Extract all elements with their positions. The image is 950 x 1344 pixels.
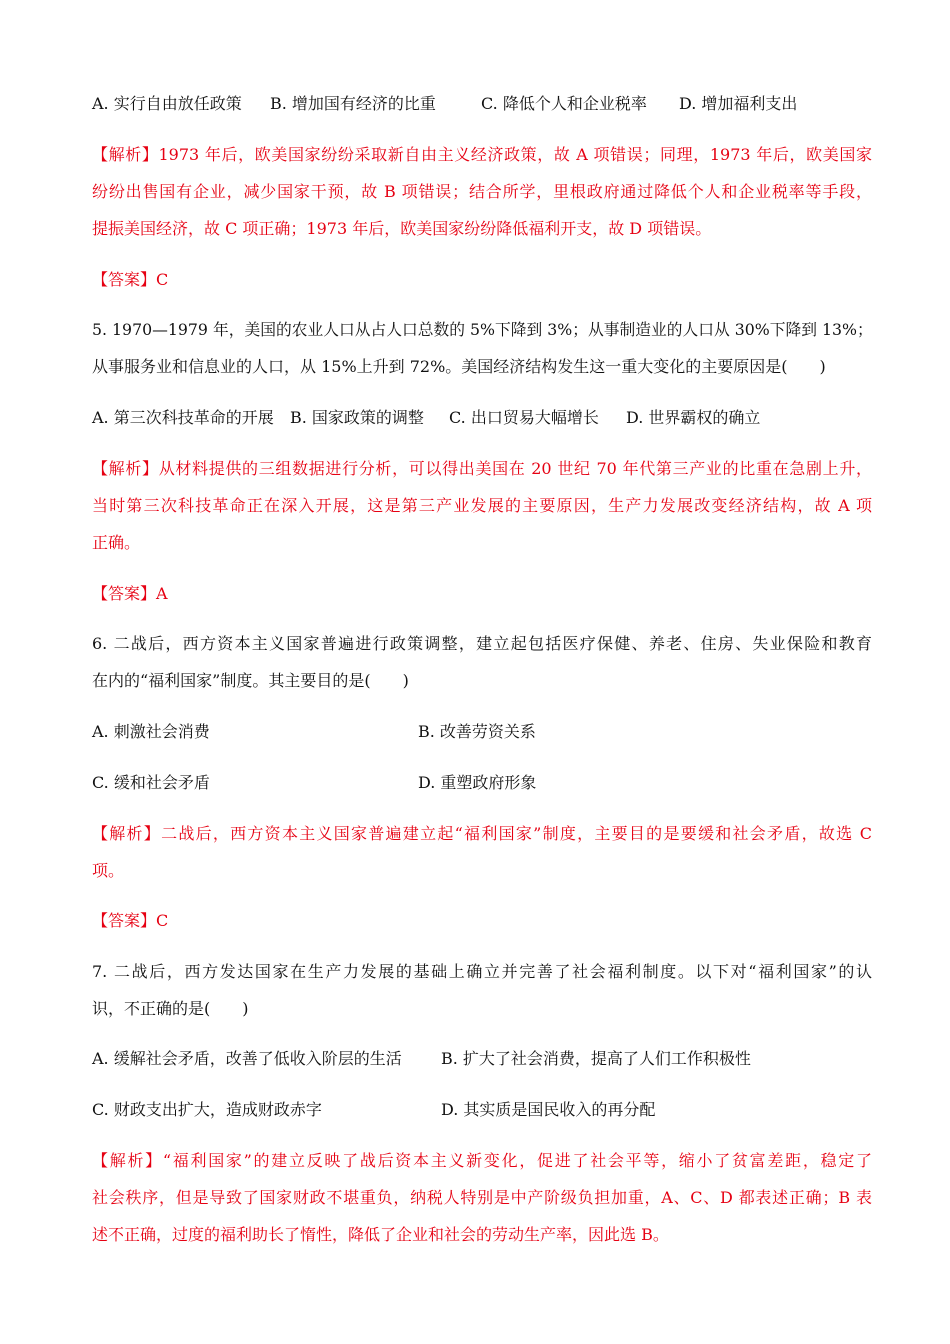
- q6-analysis-line-1: 【解析】二战后，西方资本主义国家普遍建立起“福利国家”制度，主要目的是要缓和社会矛盾，故选 C: [92, 824, 872, 843]
- q5-option-c: C. 出口贸易大幅增长: [449, 408, 599, 427]
- q4-analysis-line-1: 【解析】1973 年后，欧美国家纷纷采取新自由主义经济政策，故 A 项错误；同理，1973 年后，欧美国家: [92, 145, 872, 164]
- q4-option-a: A. 实行自由放任政策: [92, 94, 242, 113]
- q7-option-c: C. 财政支出扩大，造成财政赤字: [92, 1100, 322, 1119]
- q6-option-c: C. 缓和社会矛盾: [92, 773, 210, 792]
- q5-option-b: B. 国家政策的调整: [290, 408, 424, 427]
- q6-option-d: D. 重塑政府形象: [418, 773, 537, 792]
- q6-analysis-line-2: 项。: [92, 861, 125, 880]
- q4-option-c: C. 降低个人和企业税率: [481, 94, 647, 113]
- q5-analysis-line-1: 【解析】从材料提供的三组数据进行分析，可以得出美国在 20 世纪 70 年代第三产业的比重在急剧上升，: [92, 459, 872, 478]
- q4-analysis-line-2: 纷纷出售国有企业，减少国家干预，故 B 项错误；结合所学，里根政府通过降低个人和企业税率等手段，: [92, 182, 872, 201]
- q5-question-line-2: 从事服务业和信息业的人口，从 15%上升到 72%。美国经济结构发生这一重大变化的主要原因是( ): [92, 357, 826, 376]
- q7-question-line-2: 识，不正确的是( ): [92, 999, 249, 1018]
- q6-question-line-1: 6. 二战后，西方资本主义国家普遍进行政策调整，建立起包括医疗保健、养老、住房、失业保险和教育: [92, 634, 872, 653]
- q7-option-b: B. 扩大了社会消费，提高了人们工作积极性: [441, 1049, 751, 1068]
- q5-option-a: A. 第三次科技革命的开展: [92, 408, 274, 427]
- q7-option-d: D. 其实质是国民收入的再分配: [441, 1100, 656, 1119]
- q6-answer: 【答案】C: [92, 911, 169, 930]
- q5-question-line-1: 5. 1970—1979 年，美国的农业人口从占人口总数的 5%下降到 3%；从事制造业的人口从 30%下降到 13%；: [92, 320, 873, 339]
- q4-option-b: B. 增加国有经济的比重: [270, 94, 436, 113]
- q7-question-line-1: 7. 二战后，西方发达国家在生产力发展的基础上确立并完善了社会福利制度。以下对“福利国家”的认: [92, 962, 872, 981]
- q5-analysis-line-2: 当时第三次科技革命正在深入开展，这是第三产业发展的主要原因，生产力发展改变经济结构，故 A 项: [92, 496, 872, 515]
- q5-answer: 【答案】A: [92, 584, 168, 603]
- q7-analysis-line-2: 社会秩序，但是导致了国家财政不堪重负，纳税人特别是中产阶级负担加重，A、C、D 都表述正确；B 表: [92, 1188, 872, 1207]
- q7-analysis-line-1: 【解析】“福利国家”的建立反映了战后资本主义新变化，促进了社会平等，缩小了贫富差距，稳定了: [92, 1151, 872, 1170]
- q7-analysis-line-3: 述不正确，过度的福利助长了惰性，降低了企业和社会的劳动生产率，因此选 B。: [92, 1225, 669, 1244]
- q4-analysis-line-3: 提振美国经济，故 C 项正确；1973 年后，欧美国家纷纷降低福利开支，故 D 项错误。: [92, 219, 712, 238]
- q5-analysis-line-3: 正确。: [92, 533, 141, 552]
- q6-question-line-2: 在内的“福利国家”制度。其主要目的是( ): [92, 671, 409, 690]
- q4-answer: 【答案】C: [92, 270, 169, 289]
- q7-option-a: A. 缓解社会矛盾，改善了低收入阶层的生活: [92, 1049, 402, 1068]
- q6-option-b: B. 改善劳资关系: [418, 722, 536, 741]
- q5-option-d: D. 世界霸权的确立: [626, 408, 761, 427]
- q4-option-d: D. 增加福利支出: [679, 94, 798, 113]
- q6-option-a: A. 刺激社会消费: [92, 722, 210, 741]
